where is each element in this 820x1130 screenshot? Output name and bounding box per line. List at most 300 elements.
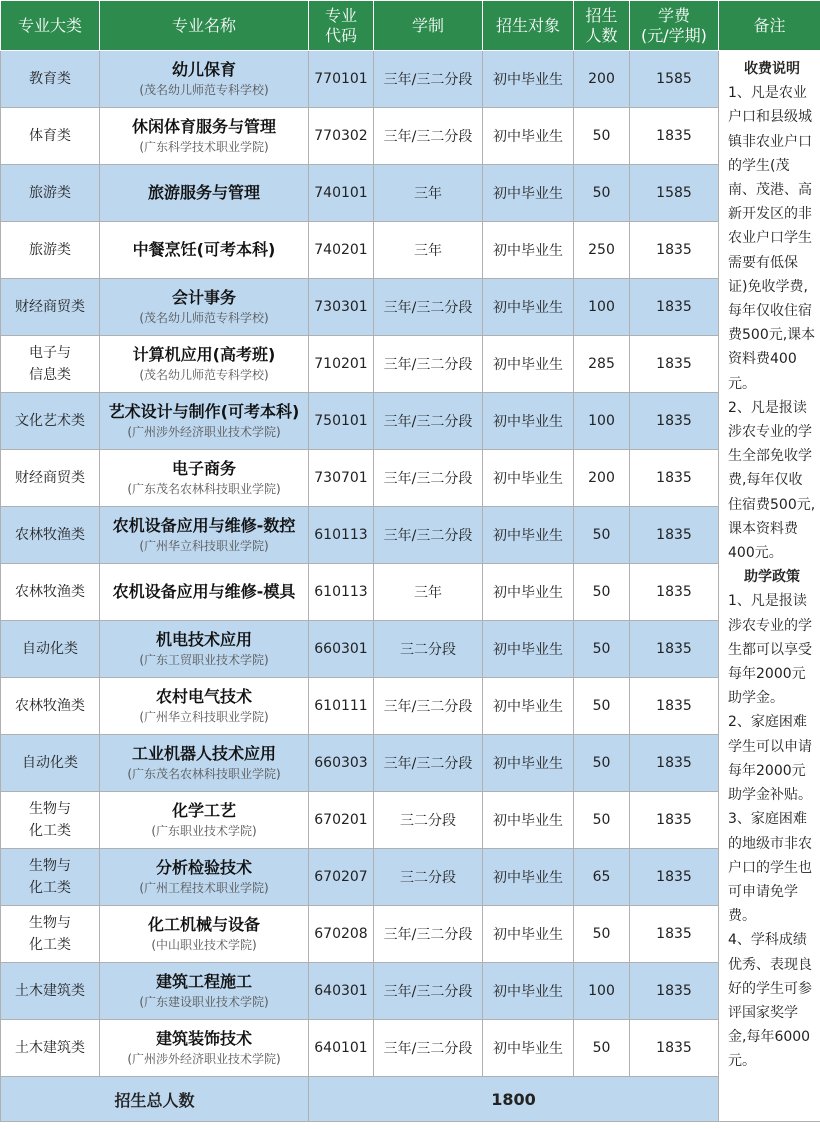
cell-code-container — [309, 222, 374, 279]
cell-code: 740101 — [314, 185, 368, 201]
cell-major-name — [100, 621, 309, 678]
cell-target: 初中毕业生 — [493, 300, 563, 316]
cell-code: 710201 — [314, 356, 368, 372]
table-row — [1, 906, 820, 963]
cell-fee-container — [630, 336, 719, 393]
table-row — [1, 222, 820, 279]
cell-target-container — [483, 792, 574, 849]
fee-note-item: 1、凡是农业户口和县级城镇非农业户口的学生(茂南、茂港、高新开发区的非农业户口学生需要有低保证)免收学费,每年仅收住宿费500元,课本资料费400元。 — [728, 85, 816, 392]
cell-code-container — [309, 108, 374, 165]
major-school: (广州工程技术职业学院) — [139, 881, 269, 895]
cell-target-container — [483, 222, 574, 279]
table-row — [1, 51, 820, 108]
cell-fee-container — [630, 1020, 719, 1077]
cell-count: 65 — [592, 869, 611, 885]
major-school: (广东茂名农林科技职业学院) — [127, 767, 281, 781]
cell-code: 750101 — [314, 413, 368, 429]
cell-duration-container — [374, 792, 483, 849]
table-row — [1, 792, 820, 849]
cell-code-container — [309, 279, 374, 336]
cell-count-container — [574, 336, 630, 393]
cell-code-container — [309, 906, 374, 963]
cell-category: 旅游类 — [29, 185, 71, 201]
cell-code-container — [309, 792, 374, 849]
total-row — [1, 1077, 820, 1122]
table-row — [1, 849, 820, 906]
major-name: 计算机应用(高考班) — [132, 345, 276, 364]
cell-category-container — [1, 393, 100, 450]
cell-target: 初中毕业生 — [493, 642, 563, 658]
cell-code-container — [309, 849, 374, 906]
cell-duration: 三年 — [414, 585, 442, 601]
fee-notes-title: 收费说明 — [744, 61, 800, 77]
cell-category-container — [1, 108, 100, 165]
cell-target-container — [483, 450, 574, 507]
cell-count-container — [574, 165, 630, 222]
cell-category-container — [1, 279, 100, 336]
header-count-label: 招生 人数 — [585, 5, 618, 45]
cell-count-container — [574, 108, 630, 165]
major-name: 会计事务 — [171, 288, 236, 307]
cell-category: 农林牧渔类 — [15, 527, 85, 543]
cell-count-container — [574, 849, 630, 906]
cell-duration: 三年/三二分段 — [383, 72, 473, 88]
cell-duration-container — [374, 507, 483, 564]
cell-count: 100 — [588, 983, 615, 999]
cell-fee-container — [630, 450, 719, 507]
cell-target-container — [483, 279, 574, 336]
cell-target-container — [483, 1020, 574, 1077]
cell-duration: 三年/三二分段 — [383, 1041, 473, 1057]
aid-policy-title: 助学政策 — [744, 569, 800, 586]
cell-category: 生物与 化工类 — [29, 801, 71, 839]
major-school: (广州涉外经济职业技术学院) — [127, 1052, 281, 1066]
cell-duration-container — [374, 621, 483, 678]
cell-major-name — [100, 336, 309, 393]
major-name: 建筑工程施工 — [155, 972, 252, 991]
cell-fee-container — [630, 165, 719, 222]
cell-code: 770302 — [314, 128, 368, 144]
cell-count-container — [574, 51, 630, 108]
cell-duration: 三年/三二分段 — [383, 528, 473, 544]
cell-count: 50 — [592, 584, 611, 600]
cell-code-container — [309, 735, 374, 792]
cell-category-container — [1, 336, 100, 393]
table-row — [1, 279, 820, 336]
major-name: 旅游服务与管理 — [147, 183, 260, 202]
cell-duration: 三年 — [414, 186, 442, 202]
header-code — [309, 1, 374, 51]
cell-count-container — [574, 963, 630, 1020]
cell-code-container — [309, 621, 374, 678]
major-name: 幼儿保育 — [171, 60, 236, 79]
cell-code: 610111 — [314, 698, 368, 714]
cell-target: 初中毕业生 — [493, 243, 563, 259]
cell-category-container — [1, 222, 100, 279]
cell-target: 初中毕业生 — [493, 756, 563, 772]
table-row — [1, 621, 820, 678]
major-school: (广东茂名农林科技职业学院) — [127, 482, 281, 496]
cell-major-name — [100, 678, 309, 735]
cell-duration-container — [374, 108, 483, 165]
cell-duration-container — [374, 222, 483, 279]
table-row — [1, 450, 820, 507]
cell-target-container — [483, 108, 574, 165]
fee-note-item: 2、凡是报读涉农专业的学生全部免收学费,每年仅收住宿费500元,课本资料费400元。 — [728, 399, 816, 562]
cell-target: 初中毕业生 — [493, 414, 563, 430]
major-school: (茂名幼儿师范专科学校) — [139, 83, 269, 97]
major-name: 工业机器人技术应用 — [131, 744, 276, 763]
cell-duration: 三二分段 — [400, 642, 456, 658]
cell-category-container — [1, 678, 100, 735]
header-name: 专业名称 — [100, 1, 309, 51]
cell-category: 教育类 — [29, 71, 71, 87]
cell-major-name — [100, 1020, 309, 1077]
cell-code: 660301 — [314, 641, 368, 657]
cell-code: 640301 — [314, 983, 368, 999]
cell-count-container — [574, 678, 630, 735]
cell-duration: 三年 — [414, 243, 442, 259]
cell-category: 农林牧渔类 — [15, 698, 85, 714]
major-name: 化工机械与设备 — [147, 915, 260, 934]
cell-category-container — [1, 450, 100, 507]
cell-code: 770101 — [314, 71, 368, 87]
cell-category: 生物与 化工类 — [29, 858, 71, 896]
cell-target-container — [483, 564, 574, 621]
cell-major-name — [100, 792, 309, 849]
cell-fee: 1835 — [656, 698, 692, 714]
cell-category-container — [1, 51, 100, 108]
cell-category-container — [1, 165, 100, 222]
cell-fee: 1835 — [656, 926, 692, 942]
cell-count-container — [574, 507, 630, 564]
cell-target: 初中毕业生 — [493, 813, 563, 829]
cell-duration-container — [374, 735, 483, 792]
cell-category: 土木建筑类 — [15, 983, 85, 999]
cell-fee-container — [630, 279, 719, 336]
cell-code: 610113 — [314, 527, 368, 543]
table-row — [1, 1020, 820, 1077]
table-header-row — [1, 1, 820, 51]
cell-count: 50 — [592, 926, 611, 942]
table-row — [1, 564, 820, 621]
cell-count: 50 — [592, 641, 611, 657]
cell-category: 财经商贸类 — [15, 299, 85, 315]
cell-fee: 1585 — [656, 71, 692, 87]
major-name: 分析检验技术 — [155, 858, 252, 877]
cell-major-name — [100, 735, 309, 792]
major-name: 电子商务 — [171, 459, 236, 478]
total-label: 招生总人数 — [1, 1077, 309, 1122]
table-row — [1, 336, 820, 393]
cell-fee-container — [630, 678, 719, 735]
cell-target-container — [483, 621, 574, 678]
cell-code-container — [309, 507, 374, 564]
cell-fee-container — [630, 906, 719, 963]
cell-code-container — [309, 336, 374, 393]
cell-major-name — [100, 393, 309, 450]
cell-fee: 1835 — [656, 1040, 692, 1056]
cell-category-container — [1, 507, 100, 564]
cell-code-container — [309, 51, 374, 108]
cell-code-container — [309, 165, 374, 222]
aid-policy-item: 3、家庭困难的地级市非农户口的学生也可申请免学费。 — [728, 811, 812, 925]
cell-count-container — [574, 222, 630, 279]
cell-fee: 1835 — [656, 242, 692, 258]
cell-count: 50 — [592, 185, 611, 201]
cell-target-container — [483, 963, 574, 1020]
cell-count-container — [574, 735, 630, 792]
cell-fee: 1585 — [656, 185, 692, 201]
cell-category: 生物与 化工类 — [29, 915, 71, 953]
major-school: (广东工贸职业技术学院) — [139, 653, 269, 667]
cell-target-container — [483, 51, 574, 108]
cell-target-container — [483, 165, 574, 222]
cell-count-container — [574, 906, 630, 963]
major-name: 建筑装饰技术 — [155, 1029, 252, 1048]
cell-target: 初中毕业生 — [493, 528, 563, 544]
cell-category-container — [1, 735, 100, 792]
cell-duration-container — [374, 51, 483, 108]
cell-count-container — [574, 621, 630, 678]
cell-code: 730701 — [314, 470, 368, 486]
cell-duration-container — [374, 1020, 483, 1077]
major-name: 农村电气技术 — [155, 687, 252, 706]
cell-duration: 三年/三二分段 — [383, 357, 473, 373]
cell-duration: 三二分段 — [400, 870, 456, 886]
cell-duration: 三年/三二分段 — [383, 414, 473, 430]
cell-count: 250 — [588, 242, 615, 258]
cell-fee: 1835 — [656, 869, 692, 885]
cell-code: 740201 — [314, 242, 368, 258]
cell-fee-container — [630, 507, 719, 564]
cell-count-container — [574, 792, 630, 849]
cell-duration: 三年/三二分段 — [383, 300, 473, 316]
header-fee-label: 学费 (元/学期) — [641, 5, 707, 45]
cell-duration: 三年/三二分段 — [383, 699, 473, 715]
cell-duration: 三年/三二分段 — [383, 927, 473, 943]
cell-target: 初中毕业生 — [493, 129, 563, 145]
major-name: 休闲体育服务与管理 — [131, 117, 276, 136]
major-school: (广东建设职业技术学院) — [139, 995, 269, 1009]
cell-target-container — [483, 678, 574, 735]
cell-category: 自动化类 — [22, 641, 78, 657]
cell-fee: 1835 — [656, 128, 692, 144]
cell-category: 文化艺术类 — [15, 413, 85, 429]
cell-major-name — [100, 906, 309, 963]
cell-fee: 1835 — [656, 413, 692, 429]
cell-major-name — [100, 849, 309, 906]
cell-fee: 1835 — [656, 527, 692, 543]
cell-code: 610113 — [314, 584, 368, 600]
major-school: (广州涉外经济职业技术学院) — [127, 425, 281, 439]
aid-policy-item: 2、家庭困难学生可以申请每年2000元助学金补贴。 — [728, 714, 812, 804]
cell-duration-container — [374, 393, 483, 450]
cell-target: 初中毕业生 — [493, 984, 563, 1000]
cell-code-container — [309, 393, 374, 450]
table-row — [1, 963, 820, 1020]
cell-code-container — [309, 1020, 374, 1077]
cell-target-container — [483, 393, 574, 450]
cell-count-container — [574, 1020, 630, 1077]
table-row — [1, 735, 820, 792]
cell-fee: 1835 — [656, 641, 692, 657]
cell-fee: 1835 — [656, 584, 692, 600]
cell-target: 初中毕业生 — [493, 357, 563, 373]
major-school: (广州华立科技职业学院) — [139, 710, 269, 724]
cell-major-name — [100, 165, 309, 222]
cell-duration: 三年/三二分段 — [383, 984, 473, 1000]
cell-fee-container — [630, 108, 719, 165]
header-count — [574, 1, 630, 51]
major-school: (广东职业技术学院) — [151, 824, 257, 838]
cell-count: 50 — [592, 698, 611, 714]
cell-target: 初中毕业生 — [493, 1041, 563, 1057]
cell-major-name — [100, 963, 309, 1020]
cell-count: 100 — [588, 413, 615, 429]
cell-count: 50 — [592, 527, 611, 543]
header-notes: 备注 — [719, 1, 820, 51]
header-target: 招生对象 — [483, 1, 574, 51]
cell-count: 50 — [592, 755, 611, 771]
cell-category: 财经商贸类 — [15, 470, 85, 486]
cell-duration-container — [374, 336, 483, 393]
header-category: 专业大类 — [1, 1, 100, 51]
cell-count-container — [574, 450, 630, 507]
cell-target: 初中毕业生 — [493, 585, 563, 601]
cell-major-name — [100, 51, 309, 108]
cell-duration-container — [374, 849, 483, 906]
major-name: 化学工艺 — [171, 801, 236, 820]
table-row — [1, 108, 820, 165]
table-row — [1, 678, 820, 735]
major-school: (茂名幼儿师范专科学校) — [139, 311, 269, 325]
cell-major-name — [100, 450, 309, 507]
major-school: (广州华立科技职业学院) — [139, 539, 269, 553]
cell-count: 50 — [592, 1040, 611, 1056]
cell-code: 670208 — [314, 926, 368, 942]
cell-category: 土木建筑类 — [15, 1040, 85, 1056]
cell-code-container — [309, 564, 374, 621]
major-school: (中山职业技术学院) — [151, 938, 257, 952]
total-value: 1800 — [309, 1077, 719, 1122]
cell-target: 初中毕业生 — [493, 186, 563, 202]
cell-category: 旅游类 — [29, 242, 71, 258]
cell-count-container — [574, 564, 630, 621]
cell-code-container — [309, 450, 374, 507]
cell-category: 自动化类 — [22, 755, 78, 771]
cell-code-container — [309, 678, 374, 735]
table-row — [1, 393, 820, 450]
cell-count: 100 — [588, 299, 615, 315]
cell-fee-container — [630, 621, 719, 678]
cell-major-name — [100, 507, 309, 564]
cell-fee-container — [630, 735, 719, 792]
cell-duration-container — [374, 906, 483, 963]
major-name: 农机设备应用与维修-数控 — [112, 516, 296, 535]
cell-code: 730301 — [314, 299, 368, 315]
cell-fee-container — [630, 564, 719, 621]
cell-category-container — [1, 792, 100, 849]
cell-count: 200 — [588, 71, 615, 87]
cell-category-container — [1, 906, 100, 963]
cell-count: 200 — [588, 470, 615, 486]
cell-fee: 1835 — [656, 470, 692, 486]
aid-policy-item: 4、学科成绩优秀、表现良好的学生可参评国家奖学金,每年6000元。 — [728, 932, 812, 1070]
cell-target: 初中毕业生 — [493, 471, 563, 487]
notes-cell — [719, 51, 820, 1122]
cell-major-name — [100, 279, 309, 336]
major-name: 中餐烹饪(可考本科) — [132, 240, 276, 259]
cell-category: 电子与 信息类 — [29, 345, 71, 383]
cell-major-name — [100, 564, 309, 621]
cell-target-container — [483, 336, 574, 393]
header-duration: 学制 — [374, 1, 483, 51]
cell-target: 初中毕业生 — [493, 72, 563, 88]
cell-fee: 1835 — [656, 356, 692, 372]
table-row — [1, 507, 820, 564]
header-fee — [630, 1, 719, 51]
cell-duration: 三年/三二分段 — [383, 129, 473, 145]
cell-fee-container — [630, 222, 719, 279]
cell-fee: 1835 — [656, 812, 692, 828]
major-name: 机电技术应用 — [155, 630, 252, 649]
cell-fee-container — [630, 393, 719, 450]
major-name: 艺术设计与制作(可考本科) — [108, 402, 300, 421]
cell-code-container — [309, 963, 374, 1020]
cell-count: 50 — [592, 128, 611, 144]
cell-count-container — [574, 279, 630, 336]
cell-category: 农林牧渔类 — [15, 584, 85, 600]
cell-major-name — [100, 108, 309, 165]
cell-code: 670201 — [314, 812, 368, 828]
cell-code: 670207 — [314, 869, 368, 885]
cell-count: 285 — [588, 356, 615, 372]
aid-policy-item: 1、凡是报读涉农专业的学生都可以享受每年2000元助学金。 — [728, 593, 812, 707]
major-school: (广东科学技术职业学院) — [139, 140, 269, 154]
cell-duration-container — [374, 279, 483, 336]
cell-duration-container — [374, 165, 483, 222]
cell-duration: 三二分段 — [400, 813, 456, 829]
major-name: 农机设备应用与维修-模具 — [112, 582, 296, 601]
cell-category: 体育类 — [29, 128, 71, 144]
major-school: (茂名幼儿师范专科学校) — [139, 368, 269, 382]
cell-duration-container — [374, 564, 483, 621]
cell-duration-container — [374, 963, 483, 1020]
cell-code: 660303 — [314, 755, 368, 771]
cell-category-container — [1, 1020, 100, 1077]
cell-fee: 1835 — [656, 299, 692, 315]
header-code-label: 专业 代码 — [324, 5, 357, 45]
cell-fee-container — [630, 792, 719, 849]
table-row — [1, 165, 820, 222]
cell-major-name — [100, 222, 309, 279]
cell-target-container — [483, 507, 574, 564]
cell-target-container — [483, 849, 574, 906]
cell-fee-container — [630, 963, 719, 1020]
cell-fee-container — [630, 51, 719, 108]
cell-target-container — [483, 906, 574, 963]
cell-count-container — [574, 393, 630, 450]
cell-code: 640101 — [314, 1040, 368, 1056]
cell-fee: 1835 — [656, 755, 692, 771]
cell-category-container — [1, 963, 100, 1020]
cell-target-container — [483, 735, 574, 792]
cell-duration-container — [374, 450, 483, 507]
cell-count: 50 — [592, 812, 611, 828]
cell-category-container — [1, 849, 100, 906]
cell-fee: 1835 — [656, 983, 692, 999]
